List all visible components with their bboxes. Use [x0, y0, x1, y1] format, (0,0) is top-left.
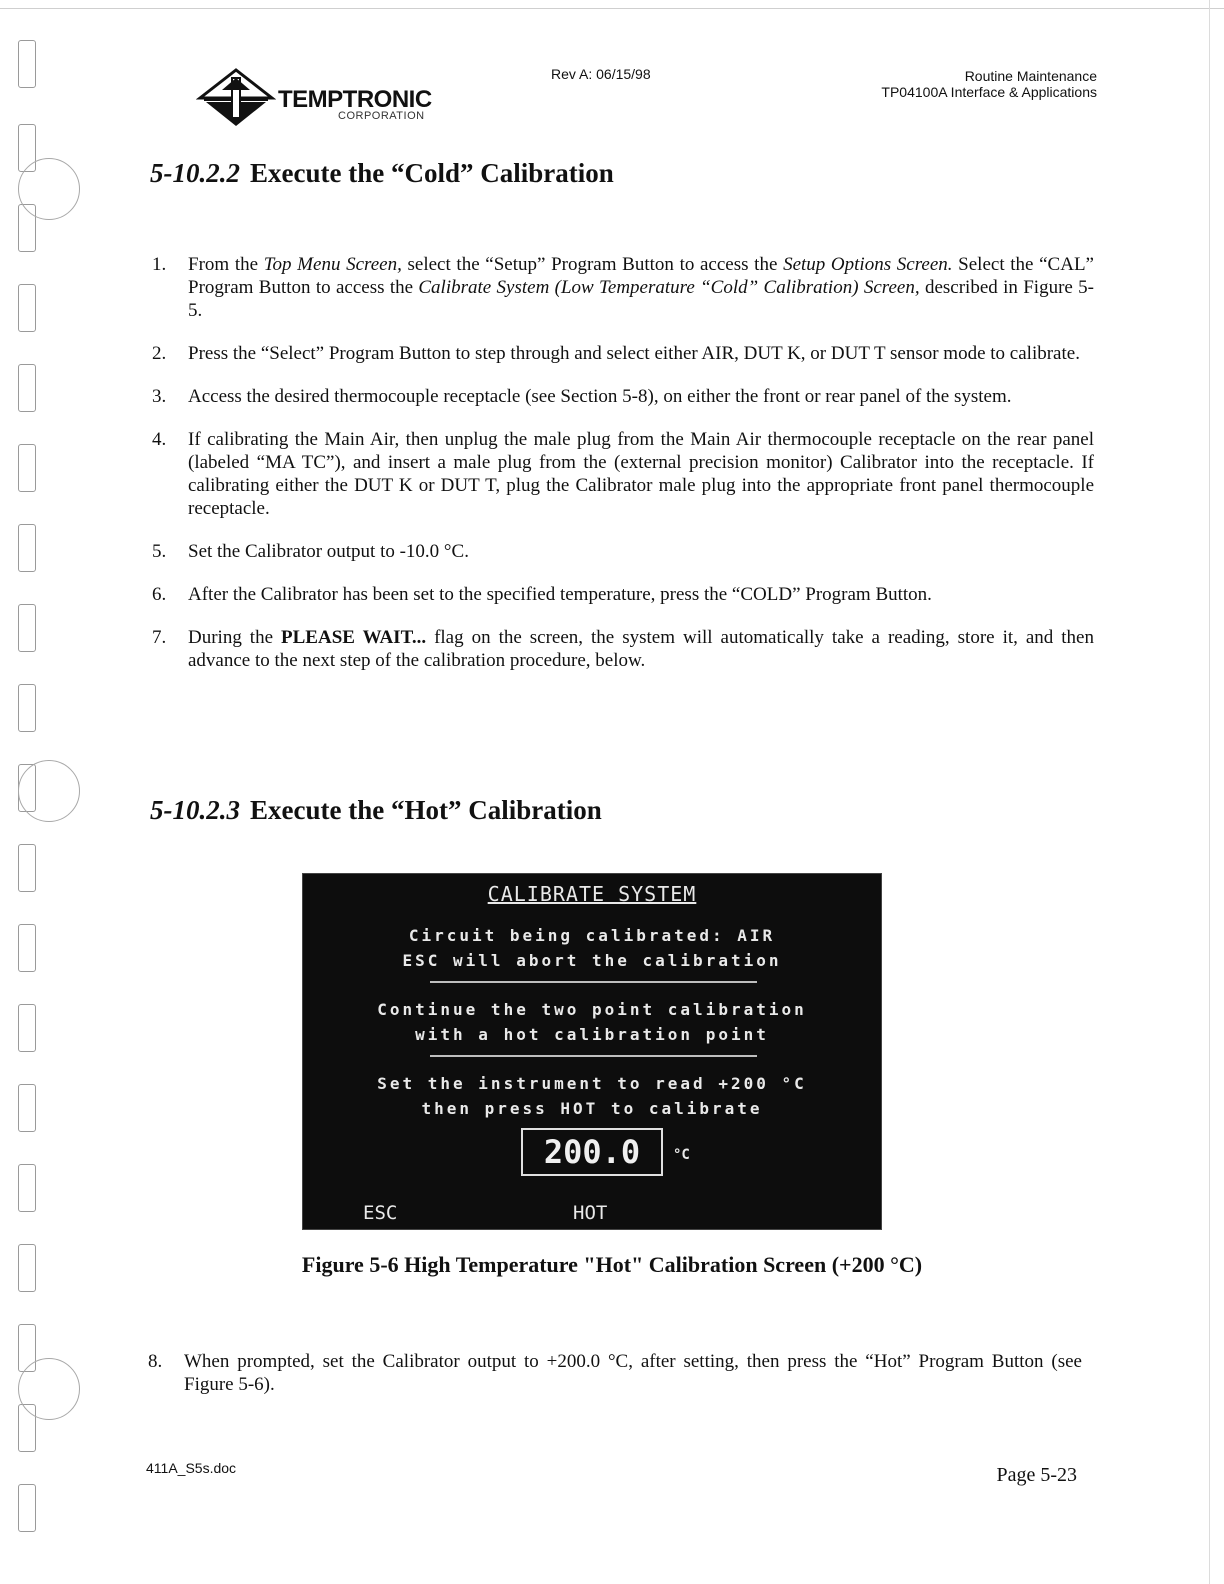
step-text: If calibrating the Main Air, then unplug the male plug from the Main Air thermocouple receptacle on the rear panel (labeled “MA TC”), and insert a male plug from the (external precision monitor) Calibrator into the receptacle. If calibrating either the DUT K or DUT T, plug the Calibrator male plug into the appropriate front panel thermocouple receptacle.: [188, 429, 1094, 519]
section-number: 5-10.2.2: [150, 158, 240, 188]
step-text: Press the “Select” Program Button to step through and select either AIR, DUT K, or DUT T sensor mode to calibrate.: [188, 343, 1080, 364]
step-text: Setup Options Screen.: [783, 254, 953, 275]
lcd-circuit-line: Circuit being calibrated: AIR: [408, 926, 776, 945]
step-text: Set the Calibrator output to -10.0 °C.: [188, 541, 469, 562]
binder-ring: [18, 760, 80, 822]
binder-hole: [18, 844, 36, 892]
company-subtitle: CORPORATION: [338, 110, 425, 122]
list-item: [150, 583, 1094, 606]
list-item: [150, 342, 1094, 365]
step-text: When prompted, set the Calibrator output to +200.0 °C, after setting, then press the “Hot” Program Button (see Figure 5-6).: [184, 1351, 1082, 1395]
binder-hole: [18, 1004, 36, 1052]
step-number: 8.: [148, 1351, 163, 1372]
step-text: Select the “CAL” Program Button to access the: [188, 254, 1094, 298]
step-number: 3.: [152, 386, 167, 407]
binder-hole: [18, 524, 36, 572]
binder-ring: [18, 1358, 80, 1420]
section-heading-hot: [150, 795, 602, 826]
step-text: Access the desired thermocouple receptacle (see Section 5-8), on either the front or rear panel of the system.: [188, 386, 1012, 407]
lcd-press-hot-line: then press HOT to calibrate: [421, 1099, 763, 1118]
page-edge-right: [1209, 0, 1210, 1584]
binder-hole: [18, 284, 36, 332]
list-item: [146, 1350, 1082, 1396]
list-item: [150, 385, 1094, 408]
document-title: TP04100A Interface & Applications: [881, 84, 1097, 100]
binder-hole: [18, 1164, 36, 1212]
list-item: [150, 540, 1094, 563]
step-text: Top Menu Screen,: [263, 254, 402, 275]
lcd-hot-button[interactable]: HOT: [573, 1202, 608, 1224]
calibration-screen-figure: [302, 873, 882, 1230]
header-right: [881, 68, 1097, 100]
lcd-divider: [430, 1055, 757, 1057]
hot-calibration-steps: [146, 1350, 1082, 1396]
binder-hole: [18, 40, 36, 88]
lcd-temperature-value: 200.0: [521, 1128, 663, 1176]
step-text: During the: [188, 627, 282, 648]
company-logo: [196, 68, 446, 128]
lcd-esc-button[interactable]: ESC: [363, 1202, 398, 1224]
binder-hole: [18, 444, 36, 492]
step-text: described in Figure 5-5.: [188, 277, 1094, 321]
section-name: Routine Maintenance: [964, 68, 1097, 84]
step-text: Calibrate System (Low Temperature “Cold” Calibration) Screen,: [418, 277, 920, 298]
step-number: 6.: [152, 584, 167, 605]
list-item: [150, 428, 1094, 520]
step-number: 1.: [152, 254, 167, 275]
lcd-continue-line: Continue the two point calibration: [377, 1000, 807, 1019]
footer-page-number: Page 5-23: [996, 1464, 1077, 1486]
step-number: 5.: [152, 541, 167, 562]
binder-hole: [18, 924, 36, 972]
revision-date: Rev A: 06/15/98: [551, 66, 651, 82]
section-number: 5-10.2.3: [150, 795, 240, 825]
step-text: From the: [188, 254, 264, 275]
binder-hole: [18, 1484, 36, 1532]
binder-hole: [18, 1084, 36, 1132]
page-edge-top: [0, 8, 1224, 9]
step-text: select the “Setup” Program Button to access the: [401, 254, 784, 275]
lcd-set-instrument-line: Set the instrument to read +200 °C: [377, 1074, 807, 1093]
step-text: flag on the screen, the system will automatically take a reading, store it, and then advance to the next step of the calibration procedure, below.: [188, 627, 1094, 671]
binder-ring: [18, 158, 80, 220]
section-title-text: Execute the “Hot” Calibration: [250, 795, 602, 825]
section-heading-cold: [150, 158, 614, 189]
footer-filename: 411A_S5s.doc: [146, 1460, 237, 1476]
lcd-abort-line: ESC will abort the calibration: [402, 951, 782, 970]
figure-caption: Figure 5-6 High Temperature "Hot" Calibration Screen (+200 °C): [301, 1252, 923, 1277]
step-number: 7.: [152, 627, 167, 648]
step-text: After the Calibrator has been set to the specified temperature, press the “COLD” Program Button.: [188, 584, 932, 605]
list-item: [150, 626, 1094, 672]
step-number: 2.: [152, 343, 167, 364]
section-title-text: Execute the “Cold” Calibration: [250, 158, 614, 188]
binder-hole: [18, 364, 36, 412]
list-item: [150, 253, 1094, 322]
cold-calibration-steps: [150, 253, 1094, 672]
binder-hole: [18, 604, 36, 652]
logo-mark-icon: [196, 68, 276, 128]
step-text: PLEASE WAIT...: [281, 627, 427, 648]
binder-hole: [18, 684, 36, 732]
lcd-divider: [430, 981, 757, 983]
lcd-title: CALIBRATE SYSTEM: [487, 882, 697, 906]
step-number: 4.: [152, 429, 167, 450]
lcd-temperature-unit: °C: [673, 1147, 690, 1163]
lcd-hot-point-line: with a hot calibration point: [415, 1025, 769, 1044]
company-name: TEMPTRONIC: [278, 86, 432, 113]
